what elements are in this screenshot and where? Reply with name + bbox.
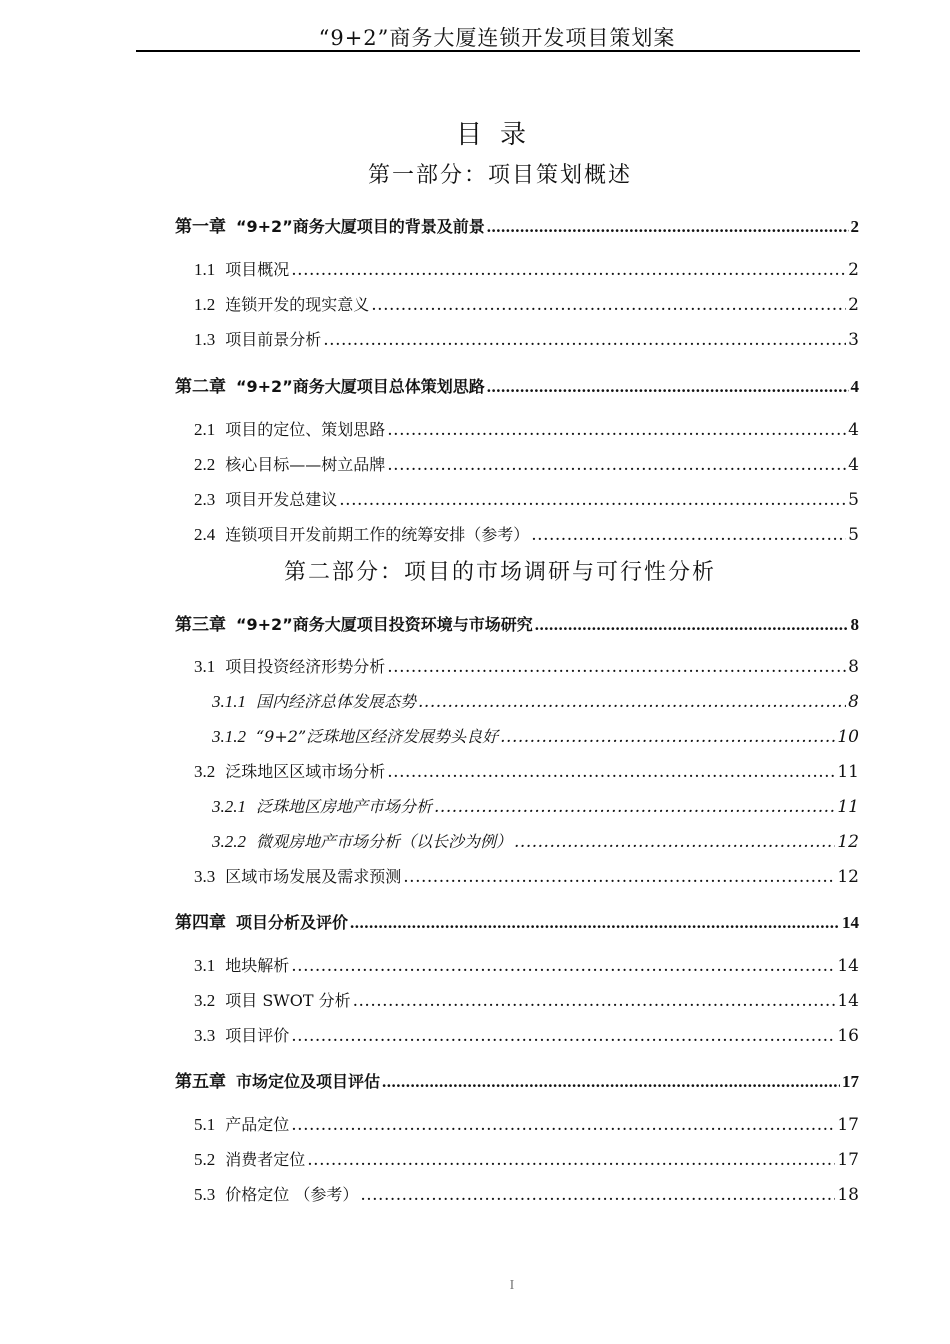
toc-entry-2-1[interactable] bbox=[194, 417, 859, 440]
dot-leader bbox=[418, 692, 846, 712]
part-heading-2: 第二部分：项目的市场调研与可行性分析 bbox=[283, 560, 716, 585]
toc-entry-1-3[interactable] bbox=[194, 327, 859, 350]
entry-page: 5 bbox=[848, 525, 859, 545]
entry-number: 第三章 bbox=[175, 615, 226, 634]
entry-number: 3.2 bbox=[194, 991, 216, 1010]
entry-page: 3 bbox=[848, 330, 859, 350]
dot-leader bbox=[500, 727, 835, 747]
toc-entry-5-3[interactable] bbox=[194, 1182, 859, 1205]
entry-text: 地块解析 bbox=[225, 956, 290, 975]
dot-leader bbox=[307, 1150, 835, 1170]
page-number: I bbox=[509, 1278, 515, 1293]
entry-number: 2.1 bbox=[194, 420, 216, 439]
entry-number: 5.1 bbox=[194, 1115, 216, 1134]
entry-page: 4 bbox=[848, 455, 859, 475]
entry-page: 18 bbox=[837, 1185, 859, 1205]
entry-number: 3.2.2 bbox=[212, 832, 246, 851]
toc-entry-3-2[interactable] bbox=[194, 759, 859, 782]
entry-number: 3.2.1 bbox=[212, 797, 246, 816]
entry-text: 消费者定位 bbox=[225, 1150, 306, 1169]
dot-leader bbox=[387, 762, 835, 782]
entry-page: 16 bbox=[837, 1026, 859, 1046]
entry-text: 区域市场发展及需求预测 bbox=[225, 867, 402, 886]
entry-number: 3.1 bbox=[194, 657, 216, 676]
part-heading-1: 第一部分：项目策划概述 bbox=[367, 163, 632, 188]
dot-leader bbox=[387, 657, 846, 677]
toc-entry-chapter-4[interactable] bbox=[175, 908, 859, 933]
entry-text: 项目的定位、策划思路 bbox=[225, 420, 386, 439]
entry-page: 11 bbox=[837, 762, 859, 782]
entry-number: 1.2 bbox=[194, 295, 216, 314]
entry-text: 价格定位 （参考） bbox=[225, 1185, 359, 1204]
dot-leader bbox=[360, 1185, 835, 1205]
toc-entry-3-1-1[interactable] bbox=[212, 689, 859, 712]
entry-text: 项目前景分析 bbox=[225, 330, 322, 349]
toc-entry-chapter-2[interactable] bbox=[175, 372, 859, 397]
toc-entry-5-1[interactable] bbox=[194, 1112, 859, 1135]
toc-entry-chapter-5[interactable] bbox=[175, 1067, 859, 1092]
entry-text: 产品定位 bbox=[225, 1115, 290, 1134]
dot-leader bbox=[487, 217, 849, 237]
entry-number: 2.4 bbox=[194, 525, 216, 544]
toc-entry-4-3[interactable] bbox=[194, 1023, 859, 1046]
entry-page: 8 bbox=[848, 692, 859, 712]
entry-number: 2.2 bbox=[194, 455, 216, 474]
entry-text: 连锁开发的现实意义 bbox=[225, 295, 370, 314]
entry-number: 3.3 bbox=[194, 1026, 216, 1045]
entry-text: 项目概况 bbox=[225, 260, 290, 279]
dot-leader bbox=[291, 956, 835, 976]
entry-page: 17 bbox=[842, 1072, 859, 1091]
entry-text: 泛珠地区区域市场分析 bbox=[225, 762, 386, 781]
entry-text: 项目开发总建议 bbox=[225, 490, 338, 509]
entry-page: 2 bbox=[848, 295, 859, 315]
entry-page: 4 bbox=[848, 420, 859, 440]
entry-page: 5 bbox=[848, 490, 859, 510]
entry-number: 第四章 bbox=[175, 913, 226, 932]
entry-page: 14 bbox=[842, 913, 859, 932]
entry-number: 第一章 bbox=[175, 217, 226, 236]
toc-entry-1-2[interactable] bbox=[194, 292, 859, 315]
dot-leader bbox=[291, 1115, 835, 1135]
entry-page: 17 bbox=[837, 1150, 859, 1170]
running-header-title: “9+2”商务大厦连锁开发项目策划案 bbox=[318, 26, 676, 50]
entry-text: 项目分析及评价 bbox=[236, 913, 349, 932]
dot-leader bbox=[403, 867, 835, 887]
header-divider bbox=[136, 50, 860, 52]
dot-leader bbox=[434, 797, 835, 817]
toc-entry-3-1[interactable] bbox=[194, 654, 859, 677]
dot-leader bbox=[353, 991, 836, 1011]
entry-text: 连锁项目开发前期工作的统筹安排（参考） bbox=[225, 525, 530, 544]
entry-number: 1.1 bbox=[194, 260, 216, 279]
entry-page: 11 bbox=[837, 797, 859, 817]
entry-page: 17 bbox=[837, 1115, 859, 1135]
toc-entry-5-2[interactable] bbox=[194, 1147, 859, 1170]
entry-number: 3.3 bbox=[194, 867, 216, 886]
entry-page: 14 bbox=[837, 991, 859, 1011]
dot-leader bbox=[535, 615, 849, 635]
entry-number: 第五章 bbox=[175, 1072, 226, 1091]
entry-text: “9+2”商务大厦项目投资环境与市场研究 bbox=[236, 615, 533, 634]
entry-text: “9+2”泛珠地区经济发展势头良好 bbox=[256, 727, 499, 746]
entry-text: “9+2”商务大厦项目总体策划思路 bbox=[236, 377, 485, 396]
dot-leader bbox=[387, 420, 846, 440]
entry-page: 8 bbox=[848, 657, 859, 677]
dot-leader bbox=[514, 832, 835, 852]
toc-entry-2-3[interactable] bbox=[194, 487, 859, 510]
entry-number: 第二章 bbox=[175, 377, 226, 396]
entry-text: 国内经济总体发展态势 bbox=[256, 692, 417, 711]
entry-page: 12 bbox=[837, 832, 859, 852]
entry-text: 项目投资经济形势分析 bbox=[225, 657, 386, 676]
entry-text: 泛珠地区房地产市场分析 bbox=[256, 797, 433, 816]
dot-leader bbox=[371, 295, 846, 315]
toc-entry-3-2-1[interactable] bbox=[212, 794, 859, 817]
entry-text: 项目 SWOT 分析 bbox=[225, 991, 351, 1010]
entry-page: 10 bbox=[837, 727, 859, 747]
entry-number: 3.1 bbox=[194, 956, 216, 975]
entry-page: 8 bbox=[850, 615, 859, 634]
entry-number: 1.3 bbox=[194, 330, 216, 349]
entry-number: 5.3 bbox=[194, 1185, 216, 1204]
dot-leader bbox=[487, 377, 849, 397]
entry-text: 项目评价 bbox=[225, 1026, 290, 1045]
dot-leader bbox=[531, 525, 846, 545]
entry-number: 2.3 bbox=[194, 490, 216, 509]
entry-page: 2 bbox=[850, 217, 859, 236]
entry-number: 3.2 bbox=[194, 762, 216, 781]
dot-leader bbox=[382, 1072, 840, 1092]
toc-entry-chapter-1[interactable] bbox=[175, 212, 859, 237]
dot-leader bbox=[323, 330, 846, 350]
entry-page: 12 bbox=[837, 867, 859, 887]
toc-entry-4-1[interactable] bbox=[194, 953, 859, 976]
toc-entry-3-1-2[interactable] bbox=[212, 724, 859, 747]
toc-entry-1-1[interactable] bbox=[194, 257, 859, 280]
toc-entry-3-2-2[interactable] bbox=[212, 829, 859, 852]
dot-leader bbox=[387, 455, 846, 475]
dot-leader bbox=[339, 490, 846, 510]
entry-number: 5.2 bbox=[194, 1150, 216, 1169]
entry-number: 3.1.2 bbox=[212, 727, 246, 746]
dot-leader bbox=[291, 1026, 835, 1046]
toc-title: 目录 bbox=[455, 120, 544, 150]
toc-entry-2-4[interactable] bbox=[194, 522, 859, 545]
entry-page: 2 bbox=[848, 260, 859, 280]
dot-leader bbox=[350, 913, 840, 933]
entry-text: 微观房地产市场分析（以长沙为例） bbox=[256, 832, 513, 851]
entry-page: 4 bbox=[850, 377, 859, 396]
toc-entry-3-3[interactable] bbox=[194, 864, 859, 887]
entry-text: 市场定位及项目评估 bbox=[236, 1072, 381, 1091]
entry-page: 14 bbox=[837, 956, 859, 976]
entry-number: 3.1.1 bbox=[212, 692, 246, 711]
toc-entry-2-2[interactable] bbox=[194, 452, 859, 475]
entry-text: “9+2”商务大厦项目的背景及前景 bbox=[236, 217, 485, 236]
dot-leader bbox=[291, 260, 846, 280]
entry-text: 核心目标——树立品牌 bbox=[225, 455, 386, 474]
toc-entry-chapter-3[interactable] bbox=[175, 610, 859, 635]
toc-entry-4-2[interactable] bbox=[194, 988, 859, 1011]
